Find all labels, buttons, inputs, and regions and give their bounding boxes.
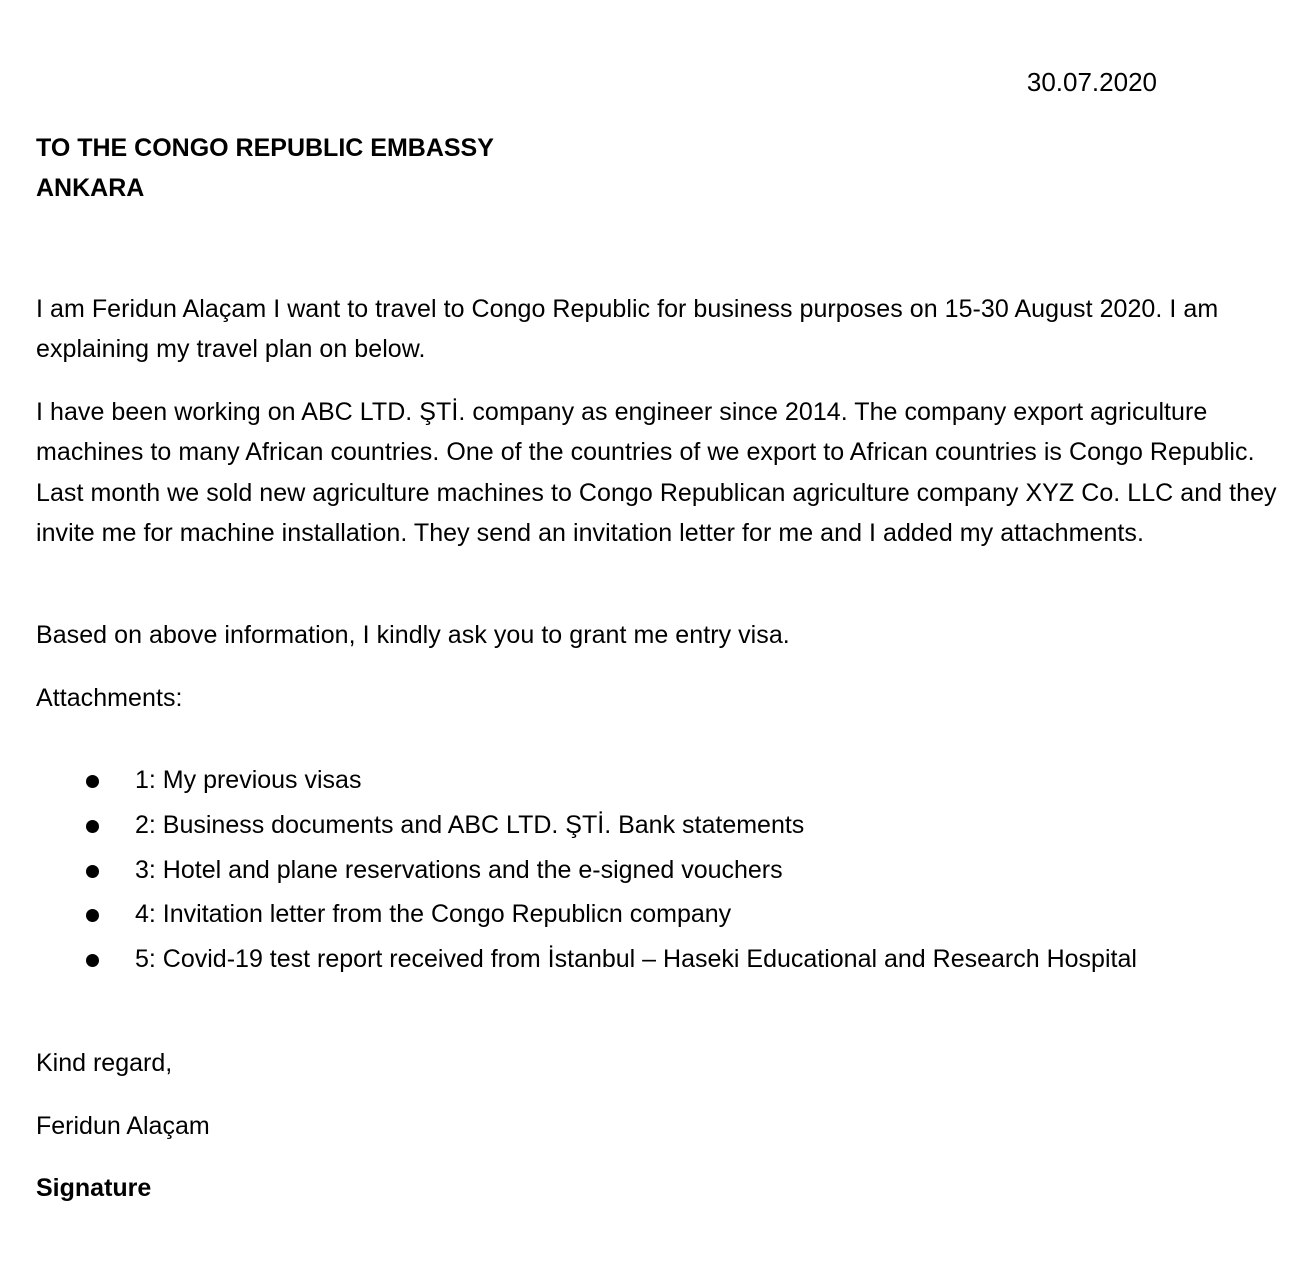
paragraph-employment-text: I have been working on ABC LTD. ŞTİ. company as engineer since 2014. The company export agriculture machines to many African countries. One of the countries of we export to African countries is Congo Republic. Last month we sold new agriculture machines to Congo Republican agriculture company XYZ Co. LLC and they invite me for machine installation. They send an invitation letter for me and I added my attachments. [36,398,1277,547]
attachment-text: 1: My previous visas [135,766,362,794]
letter-date: 30.07.2020 [1026,67,1157,97]
sender-name: Feridun Alaçam [36,1112,210,1140]
paragraph-request-text: Based on above information, I kindly ask you to grant me entry visa. [36,621,790,649]
bullet-icon [86,775,99,788]
bullet-icon [86,954,99,967]
attachment-text: 2: Business documents and ABC LTD. ŞTİ. Bank statements [135,810,805,839]
closing-phrase: Kind regard, [36,1049,173,1077]
attachment-text: 3: Hotel and plane reservations and the e-signed vouchers [135,855,783,884]
recipient-block [36,128,494,208]
paragraph-intro-text: I am Feridun Alaçam I want to travel to Congo Republic for business purposes on 15-30 August 2020. I am explaining my travel plan on below. [36,295,1219,364]
paragraph-request [36,615,1286,655]
paragraph-intro [36,289,1286,370]
recipient-line-embassy: TO THE CONGO REPUBLIC EMBASSY [36,134,494,162]
bullet-icon [86,909,99,922]
attachment-text: 5: Covid-19 test report received from İstanbul – Haseki Educational and Research Hospital [135,945,1137,974]
bullet-icon [86,865,99,878]
paragraph-employment [36,392,1286,553]
recipient-line-city: ANKARA [36,174,145,202]
signature-label: Signature [36,1174,152,1202]
attachments-heading: Attachments: [36,684,183,712]
bullet-icon [86,820,99,833]
attachment-text: 4: Invitation letter from the Congo Republicn company [135,900,732,929]
